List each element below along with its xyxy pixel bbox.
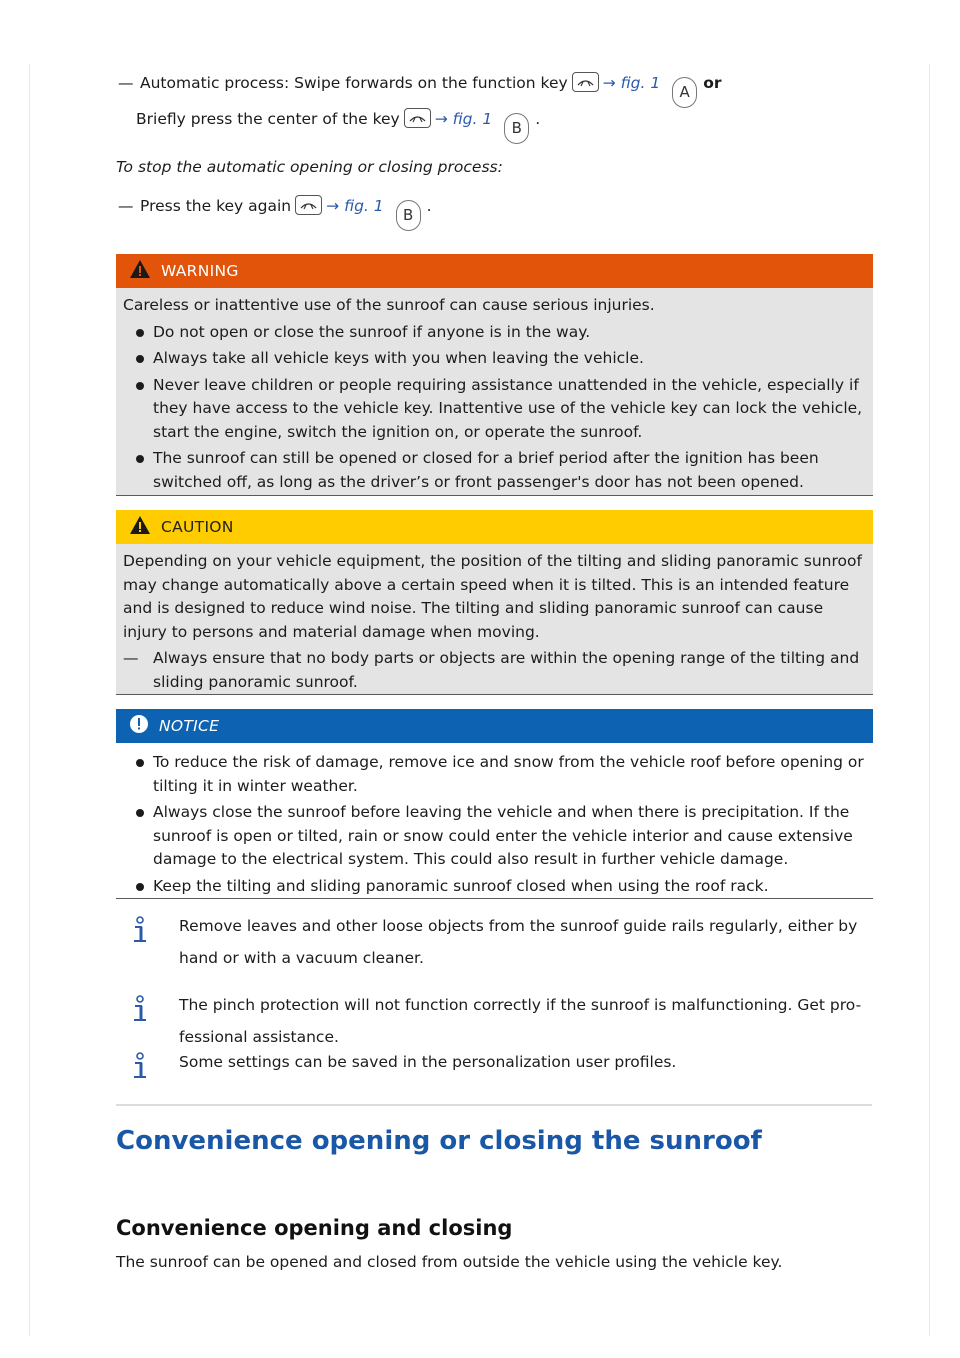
- caution-header: [116, 510, 873, 544]
- warning-intro: Careless or inattentive use of the sunroof can cause serious injuries.: [123, 296, 655, 314]
- section-subtitle: Convenience opening and closing: [116, 1216, 513, 1240]
- arrow-icon: →: [602, 74, 616, 92]
- notice-header: [116, 709, 873, 743]
- fig-reference[interactable]: fig. 1: [344, 197, 384, 215]
- info-icon: [132, 995, 148, 1027]
- caution-title: CAUTION: [161, 518, 234, 536]
- sunroof-key-icon: [295, 195, 322, 215]
- warning-item: Always take all vehicle keys with you when leaving the vehicle.: [123, 347, 866, 371]
- caution-triangle-icon: [129, 515, 151, 539]
- section-title: Convenience opening or closing the sunroof: [116, 1126, 762, 1156]
- warning-body: [116, 288, 873, 496]
- marker-b: B: [504, 113, 529, 144]
- step-auto-text: Automatic process: Swipe forwards on the function key: [140, 74, 568, 92]
- arrow-icon: →: [326, 197, 340, 215]
- fig-reference[interactable]: fig. 1: [452, 110, 493, 128]
- info-icon: [132, 1052, 148, 1084]
- caution-intro: Depending on your vehicle equipment, the position of the tilting and sliding panoramic sunroof may change automatically above a certain speed when it is tilted. This is an intended feature and is designed to reduce wind noise. The tilting and sliding panoramic sunroof can cause injury to persons and material damage when moving.: [123, 552, 862, 641]
- or-text: or: [703, 74, 722, 92]
- fig-reference[interactable]: fig. 1: [620, 74, 661, 92]
- page-border-right: [929, 64, 930, 1336]
- sunroof-key-icon: [572, 72, 599, 92]
- section-divider: [116, 1104, 872, 1106]
- caution-body: [116, 544, 873, 695]
- step-briefly: Briefly press the center of the key → fig. 1 B .: [136, 108, 540, 144]
- arrow-icon: →: [434, 110, 448, 128]
- marker-b: B: [396, 200, 421, 231]
- notice-item: Always close the sunroof before leaving the vehicle and when there is precipitation. If the sunroof is open or tilted, rain or snow could enter the vehicle interior and cause extensive damage to the electrical system. This could also result in further vehicle damage.: [123, 801, 866, 872]
- page-border-left: [29, 64, 30, 1336]
- info-note: [116, 989, 873, 1053]
- warning-header: [116, 254, 873, 288]
- warning-title: WARNING: [161, 262, 239, 280]
- marker-a: A: [672, 77, 697, 108]
- stop-heading: To stop the automatic opening or closing process:: [116, 158, 503, 176]
- section-intro: The sunroof can be opened and closed from outside the vehicle using the vehicle key.: [116, 1253, 783, 1271]
- info-note: [116, 1046, 873, 1078]
- notice-exclamation-icon: [129, 714, 149, 738]
- warning-item: Never leave children or people requiring assistance unattended in the vehicle, especially if they have access to the vehicle key. Inattentive use of the vehicle key can lock the vehicle, start the engine, switch the ignition on, or operate the sunroof.: [123, 374, 866, 445]
- sunroof-key-icon: [404, 108, 431, 128]
- info-note: [116, 910, 873, 974]
- step-briefly-text: Briefly press the center of the key: [136, 110, 400, 128]
- notice-item: To reduce the risk of damage, remove ice and snow from the vehicle roof before opening or tilting it in winter weather.: [123, 751, 866, 798]
- notice-title: NOTICE: [159, 717, 220, 735]
- info-text: The pinch protection will not function correctly if the sunroof is malfunctioning. Get pro-fessional assistance.: [179, 996, 862, 1046]
- step-press-again: — Press the key again → fig. 1 B .: [118, 195, 432, 231]
- notice-item: Keep the tilting and sliding panoramic sunroof closed when using the roof rack.: [123, 875, 866, 899]
- notice-body: [116, 743, 873, 899]
- info-text: Remove leaves and other loose objects from the sunroof guide rails regularly, either by hand or with a vacuum cleaner.: [179, 917, 858, 967]
- info-icon: [132, 916, 148, 948]
- warning-item: The sunroof can still be opened or closed for a brief period after the ignition has been switched off, as long as the driver’s or front passenger's door has not been opened.: [123, 447, 866, 494]
- warning-item: Do not open or close the sunroof if anyone is in the way.: [123, 321, 866, 345]
- step-press-text: Press the key again: [140, 197, 292, 215]
- step-automatic: — Automatic process: Swipe forwards on the function key → fig. 1 A or: [118, 72, 721, 108]
- warning-triangle-icon: [129, 259, 151, 283]
- info-text: Some settings can be saved in the personalization user profiles.: [179, 1053, 677, 1071]
- caution-item: — Always ensure that no body parts or objects are within the opening range of the tilting and sliding panoramic sunroof.: [123, 647, 866, 694]
